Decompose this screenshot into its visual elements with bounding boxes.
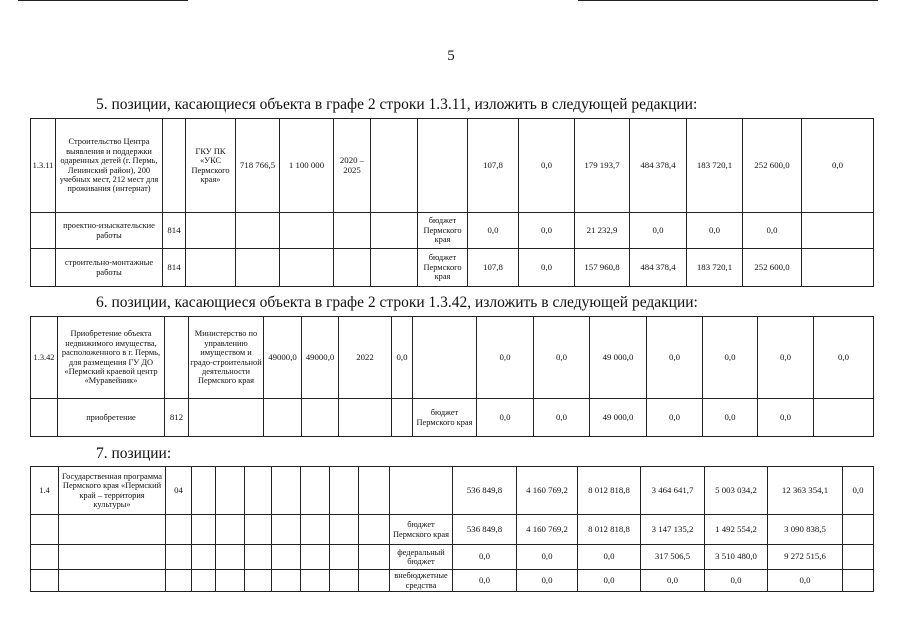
cell (359, 570, 390, 592)
cell: 0,0 (687, 213, 743, 249)
cell: 0,0 (641, 570, 705, 592)
cell: 107,8 (468, 249, 519, 287)
cell (802, 213, 874, 249)
cell: 252 600,0 (743, 249, 802, 287)
cell (186, 213, 236, 249)
cell (280, 249, 334, 287)
cell (371, 213, 418, 249)
cell: 3 090 838,5 (768, 515, 843, 545)
cell: 0,0 (453, 545, 517, 570)
cell (301, 515, 330, 545)
cell: 0,0 (814, 317, 874, 399)
cell: 718 766,5 (236, 119, 280, 213)
cell (301, 467, 330, 515)
cell: 0,0 (519, 213, 575, 249)
cell: 814 (163, 249, 186, 287)
cell: 183 720,1 (687, 249, 743, 287)
cell: 2020 – 2025 (334, 119, 371, 213)
cell (216, 467, 245, 515)
cell: 49 000,0 (590, 399, 647, 437)
table-row (31, 515, 874, 545)
cell: 8 012 818,8 (578, 515, 641, 545)
table-row (31, 213, 874, 249)
cell: 0,0 (743, 213, 802, 249)
cell (264, 399, 302, 437)
cell (166, 570, 192, 592)
cell (272, 570, 301, 592)
cell: 484 378,4 (630, 249, 687, 287)
cell: 49000,0 (264, 317, 302, 399)
table-row (31, 317, 874, 399)
cell (371, 119, 418, 213)
cell (359, 545, 390, 570)
cell: 0,0 (468, 213, 519, 249)
cell (59, 515, 166, 545)
cell: 0,0 (703, 317, 758, 399)
top-border-right (578, 0, 878, 1)
cell: 812 (165, 399, 189, 437)
cell: 0,0 (758, 399, 814, 437)
cell: 49 000,0 (590, 317, 647, 399)
cell (330, 467, 359, 515)
section7-table (30, 466, 874, 592)
cell: 1.4 (31, 467, 59, 515)
cell: 0,0 (517, 570, 578, 592)
cell (301, 545, 330, 570)
cell: 3 510 480,0 (705, 545, 768, 570)
section6-heading: 6. позиции, касающиеся объекта в графе 2 строки 1.3.42, изложить в следующей редакции: (96, 294, 698, 311)
cell (843, 515, 874, 545)
table-row (31, 545, 874, 570)
cell (216, 570, 245, 592)
cell (216, 515, 245, 545)
cell (272, 515, 301, 545)
cell (192, 545, 216, 570)
cell: ГКУ ПК «УКС Пермского края» (186, 119, 236, 213)
cell: Приобретение объекта недвижимого имущества, расположенного в г. Пермь, для размещения ГУ ДО «Пермский краевой центр «Муравейник» (58, 317, 165, 399)
table-row (31, 467, 874, 515)
cell (359, 467, 390, 515)
cell (802, 249, 874, 287)
cell: бюджет Пермского края (413, 399, 477, 437)
cell (339, 399, 392, 437)
cell: 0,0 (703, 399, 758, 437)
cell (330, 545, 359, 570)
page-number: 5 (447, 48, 455, 64)
cell: 0,0 (578, 545, 641, 570)
section5-heading: 5. позиции, касающиеся объекта в графе 2 строки 1.3.11, изложить в следующей редакции: (96, 96, 698, 113)
cell (245, 515, 272, 545)
table-row (31, 570, 874, 592)
cell (216, 545, 245, 570)
cell (280, 213, 334, 249)
cell (31, 545, 59, 570)
cell (189, 399, 264, 437)
cell (245, 467, 272, 515)
cell (166, 515, 192, 545)
cell (843, 570, 874, 592)
cell (192, 515, 216, 545)
cell (359, 515, 390, 545)
cell (236, 249, 280, 287)
cell: бюджет Пермского края (390, 515, 453, 545)
cell: 0,0 (647, 399, 703, 437)
cell (301, 570, 330, 592)
section5-table (30, 118, 874, 287)
cell: строительно-монтажные работы (56, 249, 163, 287)
cell: 179 193,7 (575, 119, 630, 213)
cell: 0,0 (392, 317, 413, 399)
cell (166, 545, 192, 570)
cell: 04 (166, 467, 192, 515)
cell: 1.3.11 (31, 119, 56, 213)
cell: 0,0 (517, 545, 578, 570)
cell: 49000,0 (302, 317, 339, 399)
cell: 0,0 (477, 317, 534, 399)
cell (371, 249, 418, 287)
cell (59, 545, 166, 570)
cell: 2022 (339, 317, 392, 399)
top-border-left (18, 0, 188, 1)
cell (165, 317, 189, 399)
cell (31, 213, 56, 249)
cell: 9 272 515,6 (768, 545, 843, 570)
cell: проектно-изыскательские работы (56, 213, 163, 249)
section6-table (30, 316, 874, 437)
cell: 0,0 (705, 570, 768, 592)
cell (59, 570, 166, 592)
cell (31, 515, 59, 545)
cell (236, 213, 280, 249)
cell: 536 849,8 (453, 467, 517, 515)
cell: 157 960,8 (575, 249, 630, 287)
cell: федеральный бюджет (390, 545, 453, 570)
cell (245, 570, 272, 592)
table-row (31, 119, 874, 213)
cell (31, 399, 58, 437)
cell: 252 600,0 (743, 119, 802, 213)
cell (272, 545, 301, 570)
cell: 0,0 (534, 399, 590, 437)
cell: 0,0 (758, 317, 814, 399)
cell: 4 160 769,2 (517, 467, 578, 515)
cell: Государственная программа Пермского края «Пермский край – территория культуры» (59, 467, 166, 515)
cell (31, 570, 59, 592)
cell: 0,0 (630, 213, 687, 249)
cell (418, 119, 468, 213)
cell: 0,0 (519, 249, 575, 287)
cell: внебюджетные средства (390, 570, 453, 592)
cell (31, 249, 56, 287)
table-row (31, 399, 874, 437)
cell (330, 570, 359, 592)
cell (245, 545, 272, 570)
cell: 484 378,4 (630, 119, 687, 213)
cell (330, 515, 359, 545)
cell (390, 467, 453, 515)
cell (192, 570, 216, 592)
cell: 0,0 (519, 119, 575, 213)
cell: 3 464 641,7 (641, 467, 705, 515)
cell: бюджет Пермского края (418, 213, 468, 249)
cell: 8 012 818,8 (578, 467, 641, 515)
cell: 0,0 (578, 570, 641, 592)
cell: 21 232,9 (575, 213, 630, 249)
cell: 0,0 (477, 399, 534, 437)
section7-heading: 7. позиции: (96, 445, 172, 462)
cell (334, 213, 371, 249)
cell (163, 119, 186, 213)
cell: 0,0 (453, 570, 517, 592)
cell: 317 506,5 (641, 545, 705, 570)
cell: 1 100 000 (280, 119, 334, 213)
cell (192, 467, 216, 515)
cell (392, 399, 413, 437)
cell: Строительство Центра выявления и поддержки одаренных детей (г. Пермь, Ленинский район), 200 учебных мест, 212 мест для проживания (интернат) (56, 119, 163, 213)
cell: 1.3.42 (31, 317, 58, 399)
cell: 5 003 034,2 (705, 467, 768, 515)
cell (272, 467, 301, 515)
cell (413, 317, 477, 399)
cell (814, 399, 874, 437)
cell (186, 249, 236, 287)
cell: 814 (163, 213, 186, 249)
cell (302, 399, 339, 437)
cell: 3 147 135,2 (641, 515, 705, 545)
cell: 1 492 554,2 (705, 515, 768, 545)
cell: 536 849,8 (453, 515, 517, 545)
cell: Министерство по управлению имуществом и градо-строительной деятельности Пермского края (189, 317, 264, 399)
cell (334, 249, 371, 287)
cell: 0,0 (534, 317, 590, 399)
cell: приобретение (58, 399, 165, 437)
cell: 0,0 (802, 119, 874, 213)
cell: 0,0 (647, 317, 703, 399)
cell: 0,0 (843, 467, 874, 515)
cell (843, 545, 874, 570)
table-row (31, 249, 874, 287)
cell: 4 160 769,2 (517, 515, 578, 545)
cell: бюджет Пермского края (418, 249, 468, 287)
cell: 12 363 354,1 (768, 467, 843, 515)
cell: 183 720,1 (687, 119, 743, 213)
cell: 107,8 (468, 119, 519, 213)
cell: 0,0 (768, 570, 843, 592)
